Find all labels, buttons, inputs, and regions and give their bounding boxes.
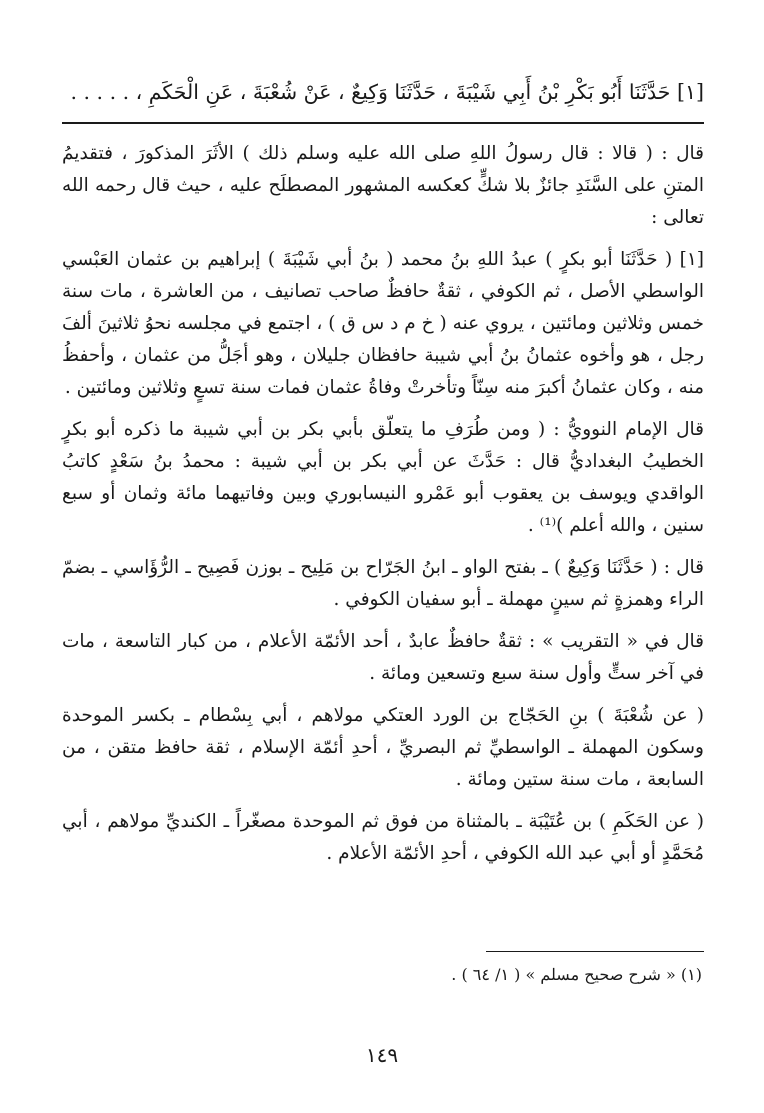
commentary-paragraph: قال في « التقريب » : ثقةٌ حافظٌ عابدٌ ، أحد الأئمّة الأعلام ، من كبار التاسعة ، مات في آخر ستٍّ وأول سنة سبع وتسعين ومائة . — [62, 631, 704, 684]
page-number: ١٤٩ — [365, 1043, 399, 1067]
footnote-divider — [486, 951, 704, 952]
commentary-paragraph: قال : ( حَدَّثَنَا وَكِيعٌ ) ـ بفتح الواو ـ ابنُ الجَرّاح بن مَلِيح ـ بوزن فَصِيح ـ الرُّؤَاسي ـ بضمّ الراء وهمزةٍ ثم سينٍ مهملة ـ أبو سفيان الكوفي . — [62, 557, 704, 610]
hadith-header: [١] حَدَّثَنَا أَبُو بَكْرِ بْنُ أَبِي شَيْبَةَ ، حَدَّثَنَا وَكِيعٌ ، عَنْ شُعْبَةَ ، عَنِ الْحَكَمِ ، . . . . . — [70, 80, 704, 104]
commentary-paragraph: قال : ( قالا : قال رسولُ اللهِ صلى الله عليه وسلم ذلك ) الأثَرَ المذكورَ ، فتقديمُ المتنِ على السَّنَدِ جائزٌ بلا شكٍّ كعكسه المشهور المصطلَح عليه ، حيث قال رحمه الله تعالى : — [62, 143, 704, 228]
commentary-paragraph: ( عن شُعْبَةَ ) بنِ الحَجّاج بن الورد العتكي مولاهم ، أبي بِسْطام ـ بكسر الموحدة وسكون المهملة ـ الواسطيِّ ثم البصريِّ ، أحدِ أئمّة الإسلام ، ثقة حافظ متقن ، من السابعة ، مات سنة ستين ومائة . — [62, 705, 704, 790]
footnote: (١) « شرح صحيح مسلم » ( ١/ ٦٤ ) . — [451, 965, 702, 984]
commentary-paragraph: [١] ( حَدَّثَنَا أبو بكرٍ ) عبدُ اللهِ بنُ محمد ( بنُ أبي شَيْبَةَ ) إبراهيم بن عثمان العَبْسي الواسطي الأصل ، ثم الكوفي ، ثقةٌ حافظٌ صاحب تصانيف ، من العاشرة ، مات سنة خمس وثلاثين ومائتين ، يروي عنه ( خ م د س ق ) ، اجتمع في مجلسه نحوُ ثلاثينَ ألفَ رجل ، هو وأخوه عثمانُ بنُ أبي شيبة حافظان جليلان ، وهو أجَلُّ من عثمان ، وأحفظُ منه ، وكان عثمانُ أكبرَ منه سِنّاً وتأخرتْ وفاةُ عثمان فمات سنة تسعٍ وثلاثين ومائتين . — [62, 249, 704, 398]
commentary-paragraph: قال الإمام النوويُّ : ( ومن طُرَفِ ما يتعلّق بأبي بكر بن أبي شيبة ما ذكره أبو بكرٍ الخطيبُ البغداديُّ قال : حَدَّثَ عن أبي بكر بن أبي شيبة : محمدُ بنُ سَعْدٍ كاتبُ الواقدي ويوسف بن يعقوب أبو عَمْرو النيسابوري وبين وفاتيهما مائة وثمان أو سبع سنين ، والله أعلم )⁽¹⁾ . — [62, 419, 704, 536]
commentary-paragraph: ( عن الحَكَمِ ) بن عُتَيْبَة ـ بالمثناة من فوق ثم الموحدة مصغّراً ـ الكنديِّ مولاهم ، أبي مُحَمَّدٍ أو أبي عبد الله الكوفي ، أحدِ الأئمّة الأعلام . — [62, 811, 704, 864]
page-content — [62, 70, 704, 880]
header-divider — [62, 122, 704, 124]
